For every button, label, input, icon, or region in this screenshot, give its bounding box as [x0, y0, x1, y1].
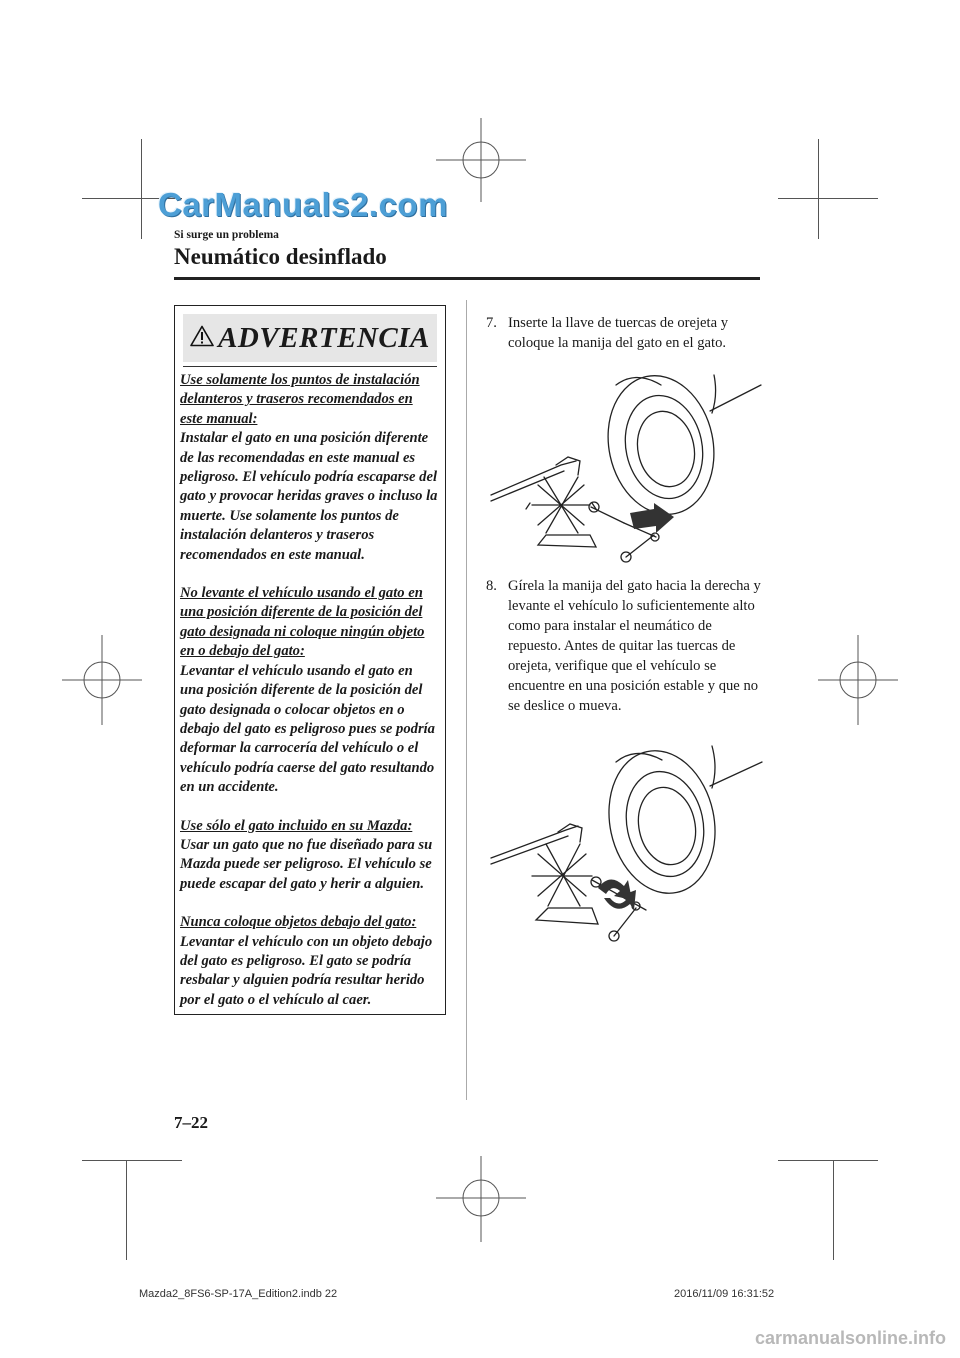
jack-wrench-insert-illustration	[486, 365, 766, 575]
warning-item-body: Levantar el vehículo con un objeto debajo del gato es peligroso. El gato se podría resbalar y alguien podría resultar herido por el gato o el vehículo al caer.	[180, 933, 433, 1008]
step-8	[486, 576, 768, 716]
warning-item	[180, 913, 439, 1010]
footer-file-info: Mazda2_8FS6-SP-17A_Edition2.indb 22	[139, 1288, 338, 1300]
step-text: Inserte la llave de tuercas de orejeta y coloque la manija del gato en el gato.	[508, 315, 729, 351]
warning-header	[183, 314, 437, 362]
warning-item-body: Usar un gato que no fue diseñado para su Mazda puede ser peligroso. El vehículo se puede escapar del gato y herir a alguien.	[180, 836, 433, 892]
warning-item-body: Levantar el vehículo usando el gato en una posición diferente de la posición del gato designada o colocar objetos en o debajo del gato es peligroso pues se podría deformar la carrocería del vehículo o el vehículo podría caerse del gato resultando en un accidente.	[180, 662, 435, 796]
warning-item-body: Instalar el gato en una posición diferente de las recomendadas en este manual es peligroso. El vehículo podría escaparse del gato y provocar heridas graves o incluso la muerte. Use solamente los puntos de instalación delanteros y traseros recomendados en este manual.	[180, 430, 438, 563]
jack-lift-turn-illustration	[486, 740, 766, 955]
warning-header-rule	[183, 366, 437, 367]
column-divider	[466, 300, 467, 1100]
warning-box	[174, 305, 446, 1015]
watermark-logo: CarManuals2.com	[158, 186, 448, 223]
warning-item	[180, 371, 439, 565]
page-title: Neumático desinflado	[174, 244, 387, 269]
warning-item-heading: Nunca coloque objetos debajo del gato:	[180, 914, 417, 931]
footer-timestamp: 2016/11/09 16:31:52	[674, 1288, 775, 1300]
warning-triangle-icon	[190, 325, 214, 347]
section-label: Si surge un problema	[174, 229, 279, 241]
page-number: 7–22	[174, 1113, 208, 1132]
warning-item-heading: Use solamente los puntos de instalación delanteros y traseros recomendados en este manual:	[180, 372, 420, 427]
header-rule	[174, 277, 760, 280]
warning-content	[180, 371, 439, 1029]
bottom-watermark: carmanualsonline.info	[754, 1328, 946, 1348]
step-text: Gírela la manija del gato hacia la derecha y levante el vehículo lo suficientemente alto como para instalar el neumático de repuesto. Antes de quitar las tuercas de orejeta, verifique que el vehículo se encuentre en una posición estable y que no se deslice o mueva.	[508, 578, 761, 714]
step-number: 7.	[486, 315, 497, 331]
warning-title: ADVERTENCIA	[218, 321, 430, 354]
warning-item	[180, 817, 439, 895]
warning-item-heading: No levante el vehículo usando el gato en una posición diferente de la posición del gato designada ni coloque ningún objeto en o debajo del gato:	[180, 585, 425, 660]
warning-item-heading: Use sólo el gato incluido en su Mazda:	[180, 817, 413, 834]
step-number: 8.	[486, 578, 497, 594]
warning-item	[180, 584, 439, 797]
step-7	[486, 313, 768, 353]
